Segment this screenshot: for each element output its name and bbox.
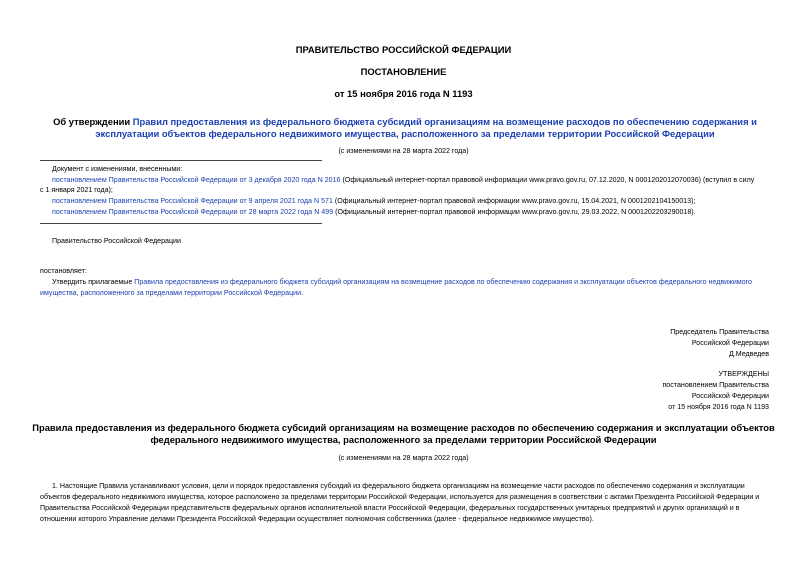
document-type: ПОСТАНОВЛЕНИЕ [360,66,447,77]
rules-title-line-1: Правила предоставления из федерального бюджета субсидий организациям на возмещение расходов по обеспечению содержания и эксплуатации объектов [32,422,775,433]
approved-by: постановлением Правительства [662,381,769,389]
paragraph-1-line: отношении которого Управление делами Президента Российской Федерации осуществляет полномочия собственника (далее - федеральное недвижимое имущество). [40,515,594,523]
government-line: Правительство Российской Федерации [52,237,181,245]
change-text: (Официальный интернет-портал правовой информации www.pravo.gov.ru, 07.12.2020, N 0001202012070036) (вступил в силу [340,176,755,184]
rules-amend-note: (с изменениями на 28 марта 2022 года) [338,454,469,462]
change-item [52,207,696,218]
signature-name: Д.Медведев [728,350,769,358]
paragraph-1-line: объектов федерального недвижимого имущества, которое расположено за пределами территории Российской Федерации, используется для размещения в соответствии с актами Президента Российской Федерации и [40,493,760,501]
approve-link[interactable]: Правила предоставления из федерального бюджета субсидий организациям на возмещение расходов по обеспечению содержания и эксплуатации объектов федерального недвижимого [134,278,752,286]
approve-paragraph [52,277,752,288]
approved-country: Российской Федерации [691,392,769,400]
change-item [52,175,754,186]
amend-note: (с изменениями на 28 марта 2022 года) [338,147,469,155]
document-title [40,116,770,140]
paragraph-1-line: 1. Настоящие Правила устанавливают условия, цели и порядок предоставления субсидий из федерального бюджета организациям на возмещение части расходов по обеспечению содержания и эксплуатации [52,482,745,490]
title-prefix: Об утверждении [53,116,133,127]
approved-date: от 15 ноября 2016 года N 1193 [668,403,769,411]
change-link[interactable]: постановлением Правительства Российской Федерации от 3 декабря 2020 года N 2016 [52,176,341,184]
signature-position: Председатель Правительства [670,328,769,336]
government-heading: ПРАВИТЕЛЬСТВО РОССИЙСКОЙ ФЕДЕРАЦИИ [295,44,512,55]
rules-title-line-2: федерального недвижимого имущества, расположенного за пределами территории Российской Федерации [150,434,657,445]
signature-country: Российской Федерации [691,339,769,347]
change-text: (Официальный интернет-портал правовой информации www.pravo.gov.ru, 15.04.2021, N 0001202104150013); [332,197,696,205]
paragraph-1-line: Правительства Российской Федерации представительств федеральных органов исполнительной власти Российской Федерации, федеральных государственных унитарных предприятий и других организаций и в [40,504,740,512]
change-link[interactable]: постановлением Правительства Российской Федерации от 9 апреля 2021 года N 571 [52,197,333,205]
approve-prefix: Утвердить прилагаемые [52,278,135,286]
change-link[interactable]: постановлением Правительства Российской Федерации от 28 марта 2022 года N 499 [52,208,334,216]
approve-suffix: . [301,289,304,297]
title-rules-link[interactable]: Правил предоставления из федерального бюджета субсидий организациям на возмещение расходов по обеспечению содержания и эксплуатации объектов федерального недвижимого имущества, расположенного за пределами территории Российской Федерации [95,116,757,139]
approve-paragraph-cont [40,288,303,299]
approved-heading: УТВЕРЖДЕНЫ [718,370,769,378]
approve-link-cont[interactable]: имущества, расположенного за пределами территории Российской Федерации [40,289,302,297]
changes-intro: Документ с изменениями, внесенными: [52,165,183,173]
document-date-number: от 15 ноября 2016 года N 1193 [334,88,473,99]
decides-line: постановляет: [40,267,87,275]
divider-bottom [40,223,322,224]
change-text: (Официальный интернет-портал правовой информации www.pravo.gov.ru, 29.03.2022, N 0001202203290018). [333,208,696,216]
divider-top [40,160,322,161]
change-item [52,196,695,207]
change-item-cont: с 1 января 2021 года); [40,186,113,194]
